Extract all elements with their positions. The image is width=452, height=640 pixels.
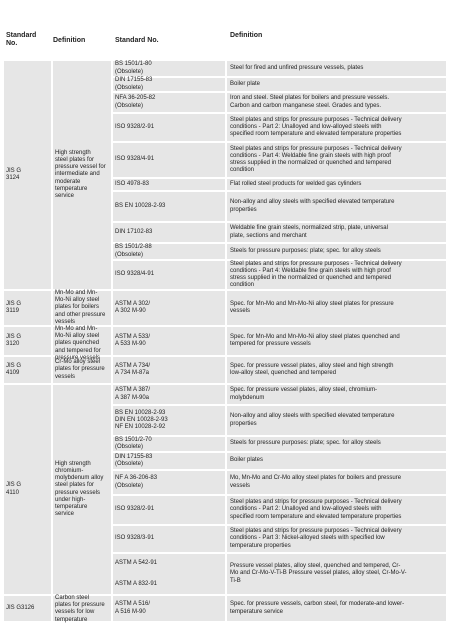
header-standard-no-2: Standard No. bbox=[115, 37, 159, 44]
definition-cell: Steel for fired and unfired pressure vessels, plates bbox=[230, 64, 364, 71]
jis-definition-cell: Mn-Mo and Mn- Mo-Ni alloy steel plates for boilers and other pressure vessels bbox=[55, 290, 106, 325]
standard-no-cell: BS 1501/1-80 (Obsolete) bbox=[115, 61, 152, 75]
definition-cell: Pressure vessel plates, alloy steel, quenched and tempered, Cr- Mo and Cr-Mo-V-Ti-B Pressure vessel plates, alloy steel, Cr-Mo-V- Ti-B bbox=[230, 563, 407, 584]
standard-no-cell: ISO 9328/2-91 bbox=[115, 506, 155, 513]
definition-cell: Boiler plate bbox=[230, 80, 261, 87]
standard-no-cell: NFA 36-205-82 (Obsolete) bbox=[115, 95, 156, 109]
standard-no-cell: DIN 17102-83 bbox=[115, 228, 153, 235]
definition-cell: Weldable fine grain steels, normalized strip, plate, universal plate, sections and merchant bbox=[230, 225, 388, 239]
definition-cell: Spec. for pressure vessel plates, alloy steel, chromium- molybdenum bbox=[230, 387, 378, 401]
definition-cell: Spec. for pressure vessel plates, alloy steel and high strength low-alloy steel, quenched and tempered bbox=[230, 362, 394, 376]
definition-cell: Steel plates and strips for pressure purposes - Technical delivery conditions - Part 2: Unalloyed and low-alloyed steels with specified room temperature and elevated temperature properties bbox=[230, 499, 402, 520]
jis-definition-cell: Mn-Mo and Mn- Mo-Ni alloy steel plates quenched and tempered for pressure vessels bbox=[55, 326, 101, 361]
standard-no-cell: ISO 9328/4-91 bbox=[115, 271, 155, 278]
jis-standard-no-cell: JIS G 3119 bbox=[6, 300, 22, 314]
jis-definition-cell: Carbon steel plates for pressure vessels for low temperature bbox=[55, 595, 105, 623]
standard-no-cell: DIN 17155-83 (Obsolete) bbox=[115, 77, 153, 91]
definition-cell: Non-alloy and alloy steels with specified elevated temperature properties bbox=[230, 199, 395, 213]
definition-cell: Mo, Mn-Mo and Cr-Mo alloy steel plates for boilers and pressure vessels bbox=[230, 475, 402, 489]
definition-cell: Steel plates and strips for pressure purposes - Technical delivery conditions - Part 3: Nickel-alloyed steels with specified low temperature properties bbox=[230, 528, 402, 549]
standard-no-cell: BS EN 10028-2-93 DIN EN 10028-2-93 NF EN 10028-2-92 bbox=[115, 409, 168, 431]
standard-no-cell: BS EN 10028-2-93 bbox=[115, 202, 166, 209]
header-standard-no: Standard No. bbox=[6, 32, 37, 47]
definition-cell: Spec. for Mn-Mo and Mn-Mo-Ni alloy steel plates for pressure vessels bbox=[230, 300, 394, 314]
standard-no-cell: BS 1501/2-88 (Obsolete) bbox=[115, 244, 152, 258]
definition-cell: Boiler plates bbox=[230, 457, 264, 464]
definition-cell: Steels for pressure purposes: plate; spec. for alloy steels bbox=[230, 247, 381, 254]
standard-no-cell: ASTM A 533/ A 533 M-90 bbox=[115, 333, 151, 347]
definition-cell: Iron and steel. Steel plates for boilers and pressure vessels. Carbon and carbon manganese steel. Grades and types. bbox=[230, 95, 390, 109]
standard-no-cell: ISO 9328/2-91 bbox=[115, 123, 155, 130]
standard-no-cell: NF A 36-206-83 (Obsolete) bbox=[115, 475, 158, 489]
jis-standard-no-cell: JIS G 3120 bbox=[6, 333, 22, 347]
definition-cell: Spec. for Mn-Mo and Mn-Mo-Ni alloy steel plates quenched and tempered for pressure vessels bbox=[230, 333, 400, 347]
standard-no-cell: ASTM A 516/ A 516 M-90 bbox=[115, 601, 151, 615]
definition-cell: Steel plates and strips for pressure purposes - Technical delivery conditions - Part 4: Weldable fine grain steels with high proof stress supplied in the normalized or quenched and tempered condition bbox=[230, 145, 402, 174]
standard-no-cell: ASTM A 302/ A 302 M-90 bbox=[115, 300, 151, 314]
standard-no-cell: ASTM A 387/ A 387 M-90a bbox=[115, 387, 151, 401]
standard-no-cell: ASTM A 542-91 ASTM A 832-91 bbox=[115, 559, 158, 588]
jis-definition-cell: Cr-Mo alloy steel plates for pressure vessels bbox=[55, 359, 105, 380]
definition-cell: Non-alloy and alloy steels with specified elevated temperature properties bbox=[230, 413, 395, 427]
definition-cell: Flat rolled steel products for welded gas cylinders bbox=[230, 180, 362, 187]
jis-definition-cell: High strength chromium- molybdenum alloy steel plates for pressure vessels under high- temperature service bbox=[55, 460, 104, 518]
jis-standard-no-cell: JIS G 4110 bbox=[6, 482, 22, 496]
jis-standard-no-cell: JIS G3126 bbox=[6, 604, 35, 611]
standard-no-cell: BS 1501/2-70 (Obsolete) bbox=[115, 436, 152, 450]
standard-no-cell: ISO 4978-83 bbox=[115, 180, 150, 187]
jis-definition-cell: High strength steel plates for pressure vessel for intermediate and moderate temperature service bbox=[55, 149, 106, 200]
header-definition: Definition bbox=[53, 37, 86, 44]
standard-no-cell: DIN 17155-83 (Obsolete) bbox=[115, 453, 153, 467]
standard-no-cell: ASTM A 734/ A 734 M-87a bbox=[115, 362, 151, 376]
definition-cell: Spec. for pressure vessels, carbon steel, for moderate-and lower- temperature service bbox=[230, 601, 405, 615]
header-definition-2: Definition bbox=[230, 32, 263, 39]
table-header bbox=[0, 0, 452, 56]
jis-standard-no-cell: JIS G 4109 bbox=[6, 362, 22, 376]
definition-cell: Steels for pressure purposes: plate; spec. for alloy steels bbox=[230, 440, 381, 447]
standard-no-cell: ISO 9328/3-91 bbox=[115, 535, 155, 542]
definition-cell: Steel plates and strips for pressure purposes - Technical delivery conditions - Part 4: Weldable fine grain steels with high proof stress supplied in the normalized or quenched and tempered condition bbox=[230, 260, 402, 289]
jis-standard-no-cell: JIS G 3124 bbox=[6, 167, 22, 181]
definition-cell: Steel plates and strips for pressure purposes - Technical delivery conditions - Part 2: Unalloyed and low-alloyed steels with specified room temperature and elevated temperature properties bbox=[230, 116, 402, 138]
standard-no-cell: ISO 9328/4-91 bbox=[115, 156, 155, 163]
